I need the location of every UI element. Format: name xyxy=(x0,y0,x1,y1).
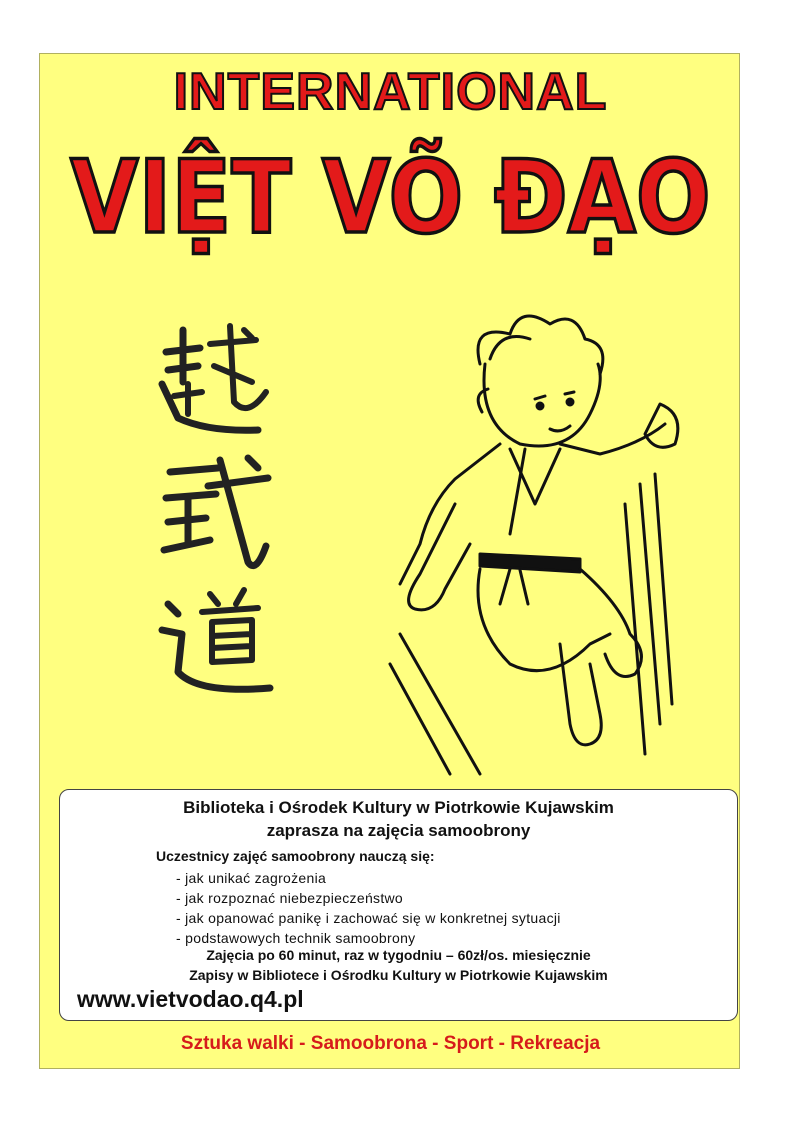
list-item: - jak opanować panikę i zachować się w konkretnej sytuacji xyxy=(176,910,561,926)
signup-line: Zapisy w Bibliotece i Ośrodku Kultury w Piotrkowie Kujawskim xyxy=(189,967,608,983)
title-viet-vo-dao: VIỆT VÕ ĐẠO xyxy=(70,137,711,256)
karate-kid-illustration xyxy=(360,304,680,784)
schedule-line: Zajęcia po 60 minut, raz w tygodniu – 60zł/os. miesięcznie xyxy=(206,947,591,963)
learn-title: Uczestnicy zajęć samoobrony nauczą się: xyxy=(156,848,435,864)
list-item: - jak unikać zagrożenia xyxy=(176,870,327,886)
learn-list xyxy=(176,868,561,948)
invitation-line: zaprasza na zajęcia samoobrony xyxy=(266,821,531,840)
list-item: - jak rozpoznać niebezpieczeństwo xyxy=(176,890,404,906)
title-international: INTERNATIONAL xyxy=(173,63,608,121)
info-box xyxy=(59,789,738,1021)
organizer-line: Biblioteka i Ośrodek Kultury w Piotrkowie Kujawskim xyxy=(183,798,614,817)
website-link[interactable]: www.vietvodao.q4.pl xyxy=(77,986,304,1012)
kanji-calligraphy-image xyxy=(148,322,278,714)
tagline: Sztuka walki - Samoobrona - Sport - Rekreacja xyxy=(180,1033,601,1054)
list-item: - podstawowych technik samoobrony xyxy=(176,930,416,946)
poster xyxy=(39,53,740,1069)
